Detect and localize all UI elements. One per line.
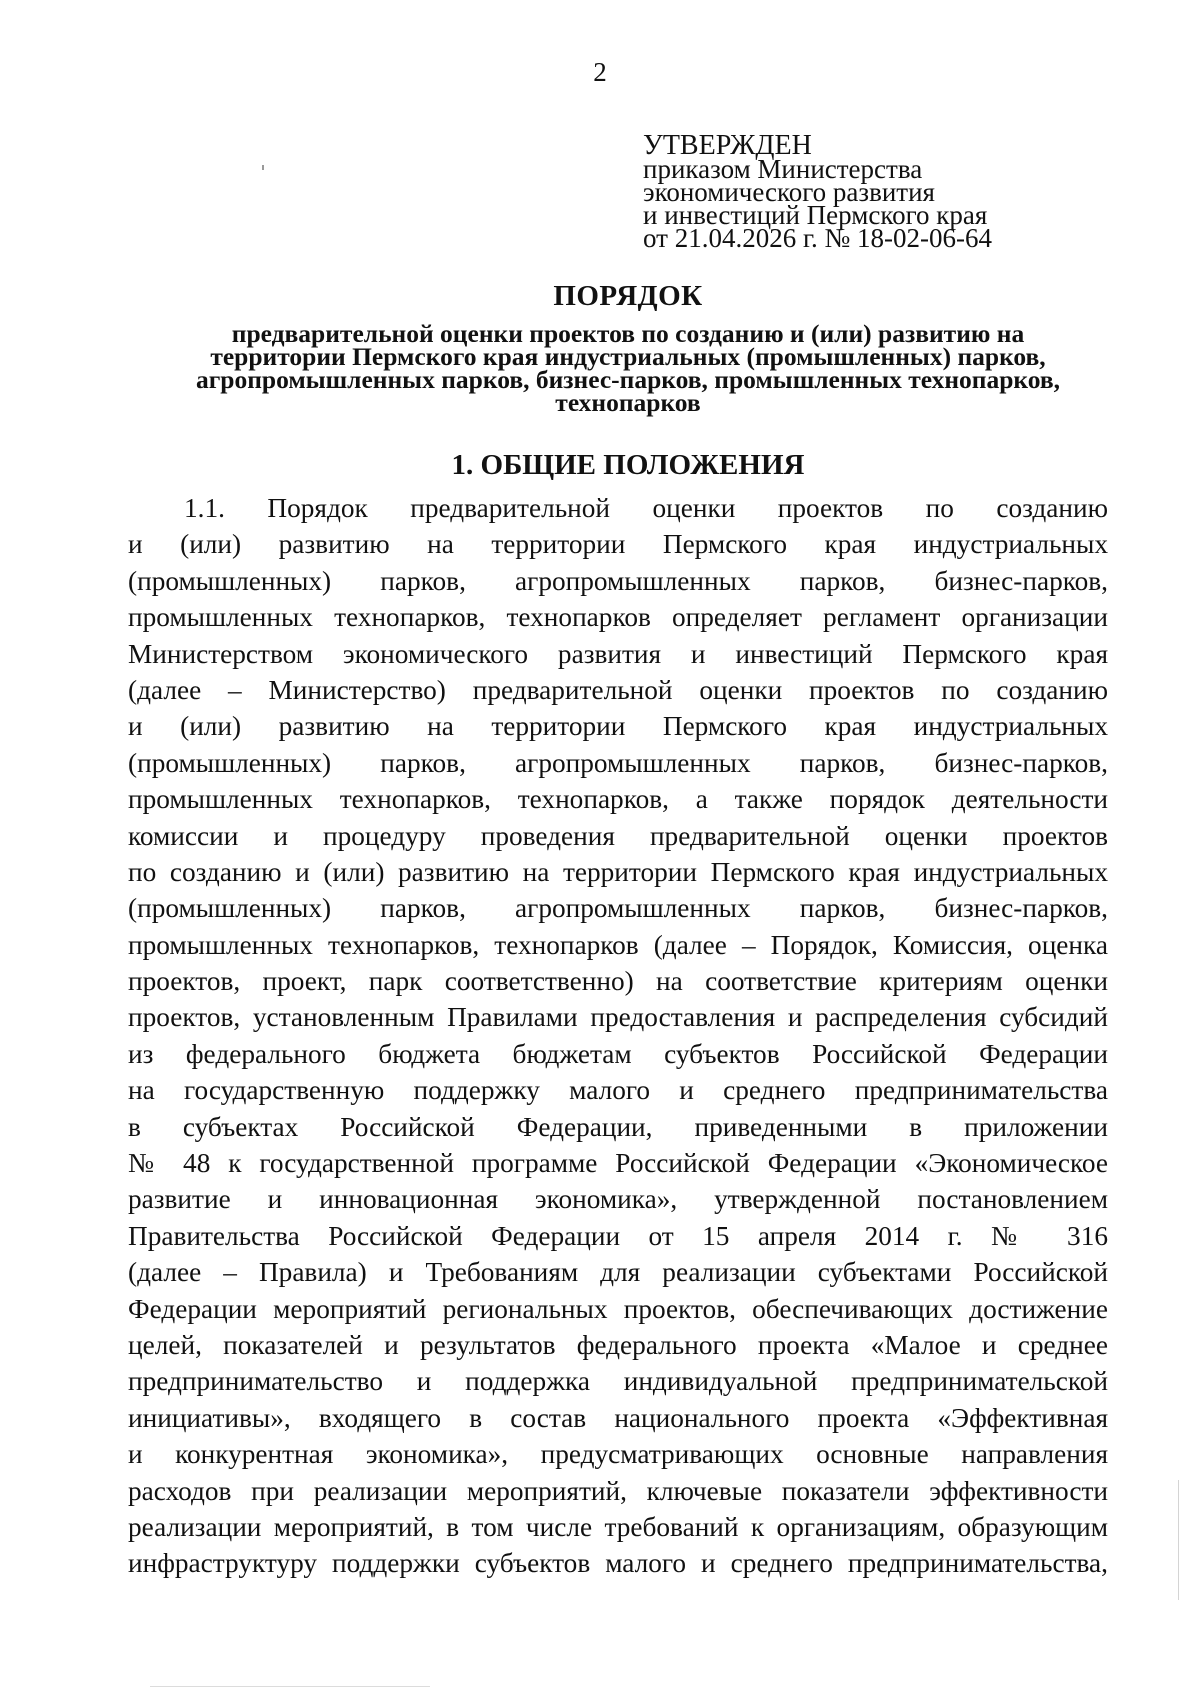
approval-status: УТВЕРЖДЕН — [643, 130, 812, 161]
paragraph-line: целей, показателей и результатов федерального проекта «Малое и среднее — [128, 1329, 1108, 1360]
paragraph-line: развитие и инновационная экономика», утвержденной постановлением — [128, 1184, 1108, 1215]
paragraph-line: 1.1. Порядок предварительной оценки проектов по созданию — [184, 493, 1108, 523]
paragraph-line: (промышленных) парков, агропромышленных парков, бизнес-парков, — [128, 893, 1108, 924]
paragraph-line: Федерации мероприятий региональных проектов, обеспечивающих достижение — [128, 1293, 1108, 1324]
paragraph-line: № 48 к государственной программе Российской Федерации «Экономическое — [128, 1148, 1108, 1179]
document-title: ПОРЯДОК — [553, 280, 703, 312]
paragraph-line: (промышленных) парков, агропромышленных парков, бизнес-парков, — [128, 565, 1108, 596]
paragraph-line: на государственную поддержку малого и среднего предпринимательства — [128, 1075, 1108, 1106]
paragraph-line: проектов, установленным Правилами предоставления и распределения субсидий — [128, 1002, 1108, 1033]
paragraph-1-1 — [128, 490, 1108, 1582]
paragraph-line: и (или) развитию на территории Пермского края индустриальных — [128, 529, 1108, 560]
approval-line: приказом Министерства — [643, 154, 923, 184]
paragraph-line: (далее – Правила) и Требованиям для реализации субъектами Российской — [128, 1257, 1108, 1288]
paragraph-line: предпринимательство и поддержка индивидуальной предпринимательской — [128, 1366, 1108, 1397]
paragraph-line: (промышленных) парков, агропромышленных парков, бизнес-парков, — [128, 747, 1108, 778]
approval-block — [643, 130, 992, 253]
paragraph-line: (далее – Министерство) предварительной оценки проектов по созданию — [128, 674, 1108, 705]
scan-line — [150, 1686, 430, 1687]
paragraph-line: проектов, проект, парк соответственно) на соответствие критериям оценки — [128, 966, 1108, 997]
subtitle-line: предварительной оценки проектов по созданию и (или) развитию на — [231, 319, 1025, 348]
scan-speck — [262, 165, 264, 170]
approval-order-ref: от 21.04.2026 г. № 18-02-06-64 — [643, 223, 992, 253]
paragraph-line: расходов при реализации мероприятий, ключевые показатели эффективности — [128, 1475, 1108, 1506]
paragraph-line: и (или) развитию на территории Пермского края индустриальных — [128, 711, 1108, 742]
paragraph-line: промышленных технопарков, технопарков, а также порядок деятельности — [128, 784, 1108, 815]
approval-line: экономического развития — [643, 177, 935, 207]
paragraph-line: Министерством экономического развития и инвестиций Пермского края — [128, 638, 1108, 669]
paragraph-line: промышленных технопарков, технопарков определяет регламент организации — [128, 602, 1108, 633]
subtitle-line: технопарков — [555, 388, 701, 417]
section-heading: 1. ОБЩИЕ ПОЛОЖЕНИЯ — [451, 449, 805, 481]
paragraph-line: реализации мероприятий, в том числе требований к организациям, образующим — [128, 1511, 1108, 1542]
paragraph-line: и конкурентная экономика», предусматривающих основные направления — [128, 1439, 1108, 1470]
subtitle-line: агропромышленных парков, бизнес-парков, промышленных технопарков, — [195, 365, 1061, 394]
paragraph-line: в субъектах Российской Федерации, приведенными в приложении — [128, 1111, 1108, 1142]
paragraph-line: комиссии и процедуру проведения предварительной оценки проектов — [128, 820, 1108, 851]
paragraph-line: из федерального бюджета бюджетам субъектов Российской Федерации — [128, 1038, 1108, 1069]
scan-line — [1178, 1480, 1179, 1600]
paragraph-line: Правительства Российской Федерации от 15 апреля 2014 г. № 316 — [128, 1220, 1108, 1251]
approval-line: и инвестиций Пермского края — [643, 200, 988, 230]
paragraph-line: по созданию и (или) развитию на территории Пермского края индустриальных — [128, 856, 1108, 887]
paragraph-line: промышленных технопарков, технопарков (далее – Порядок, Комиссия, оценка — [128, 929, 1108, 960]
paragraph-line: инфраструктуру поддержки субъектов малого и среднего предпринимательства, — [128, 1548, 1108, 1579]
document-subtitle — [128, 319, 1128, 417]
page-number: 2 — [593, 57, 607, 87]
paragraph-line: инициативы», входящего в состав национального проекта «Эффективная — [128, 1402, 1108, 1433]
subtitle-line: территории Пермского края индустриальных (промышленных) парков, — [210, 342, 1046, 371]
